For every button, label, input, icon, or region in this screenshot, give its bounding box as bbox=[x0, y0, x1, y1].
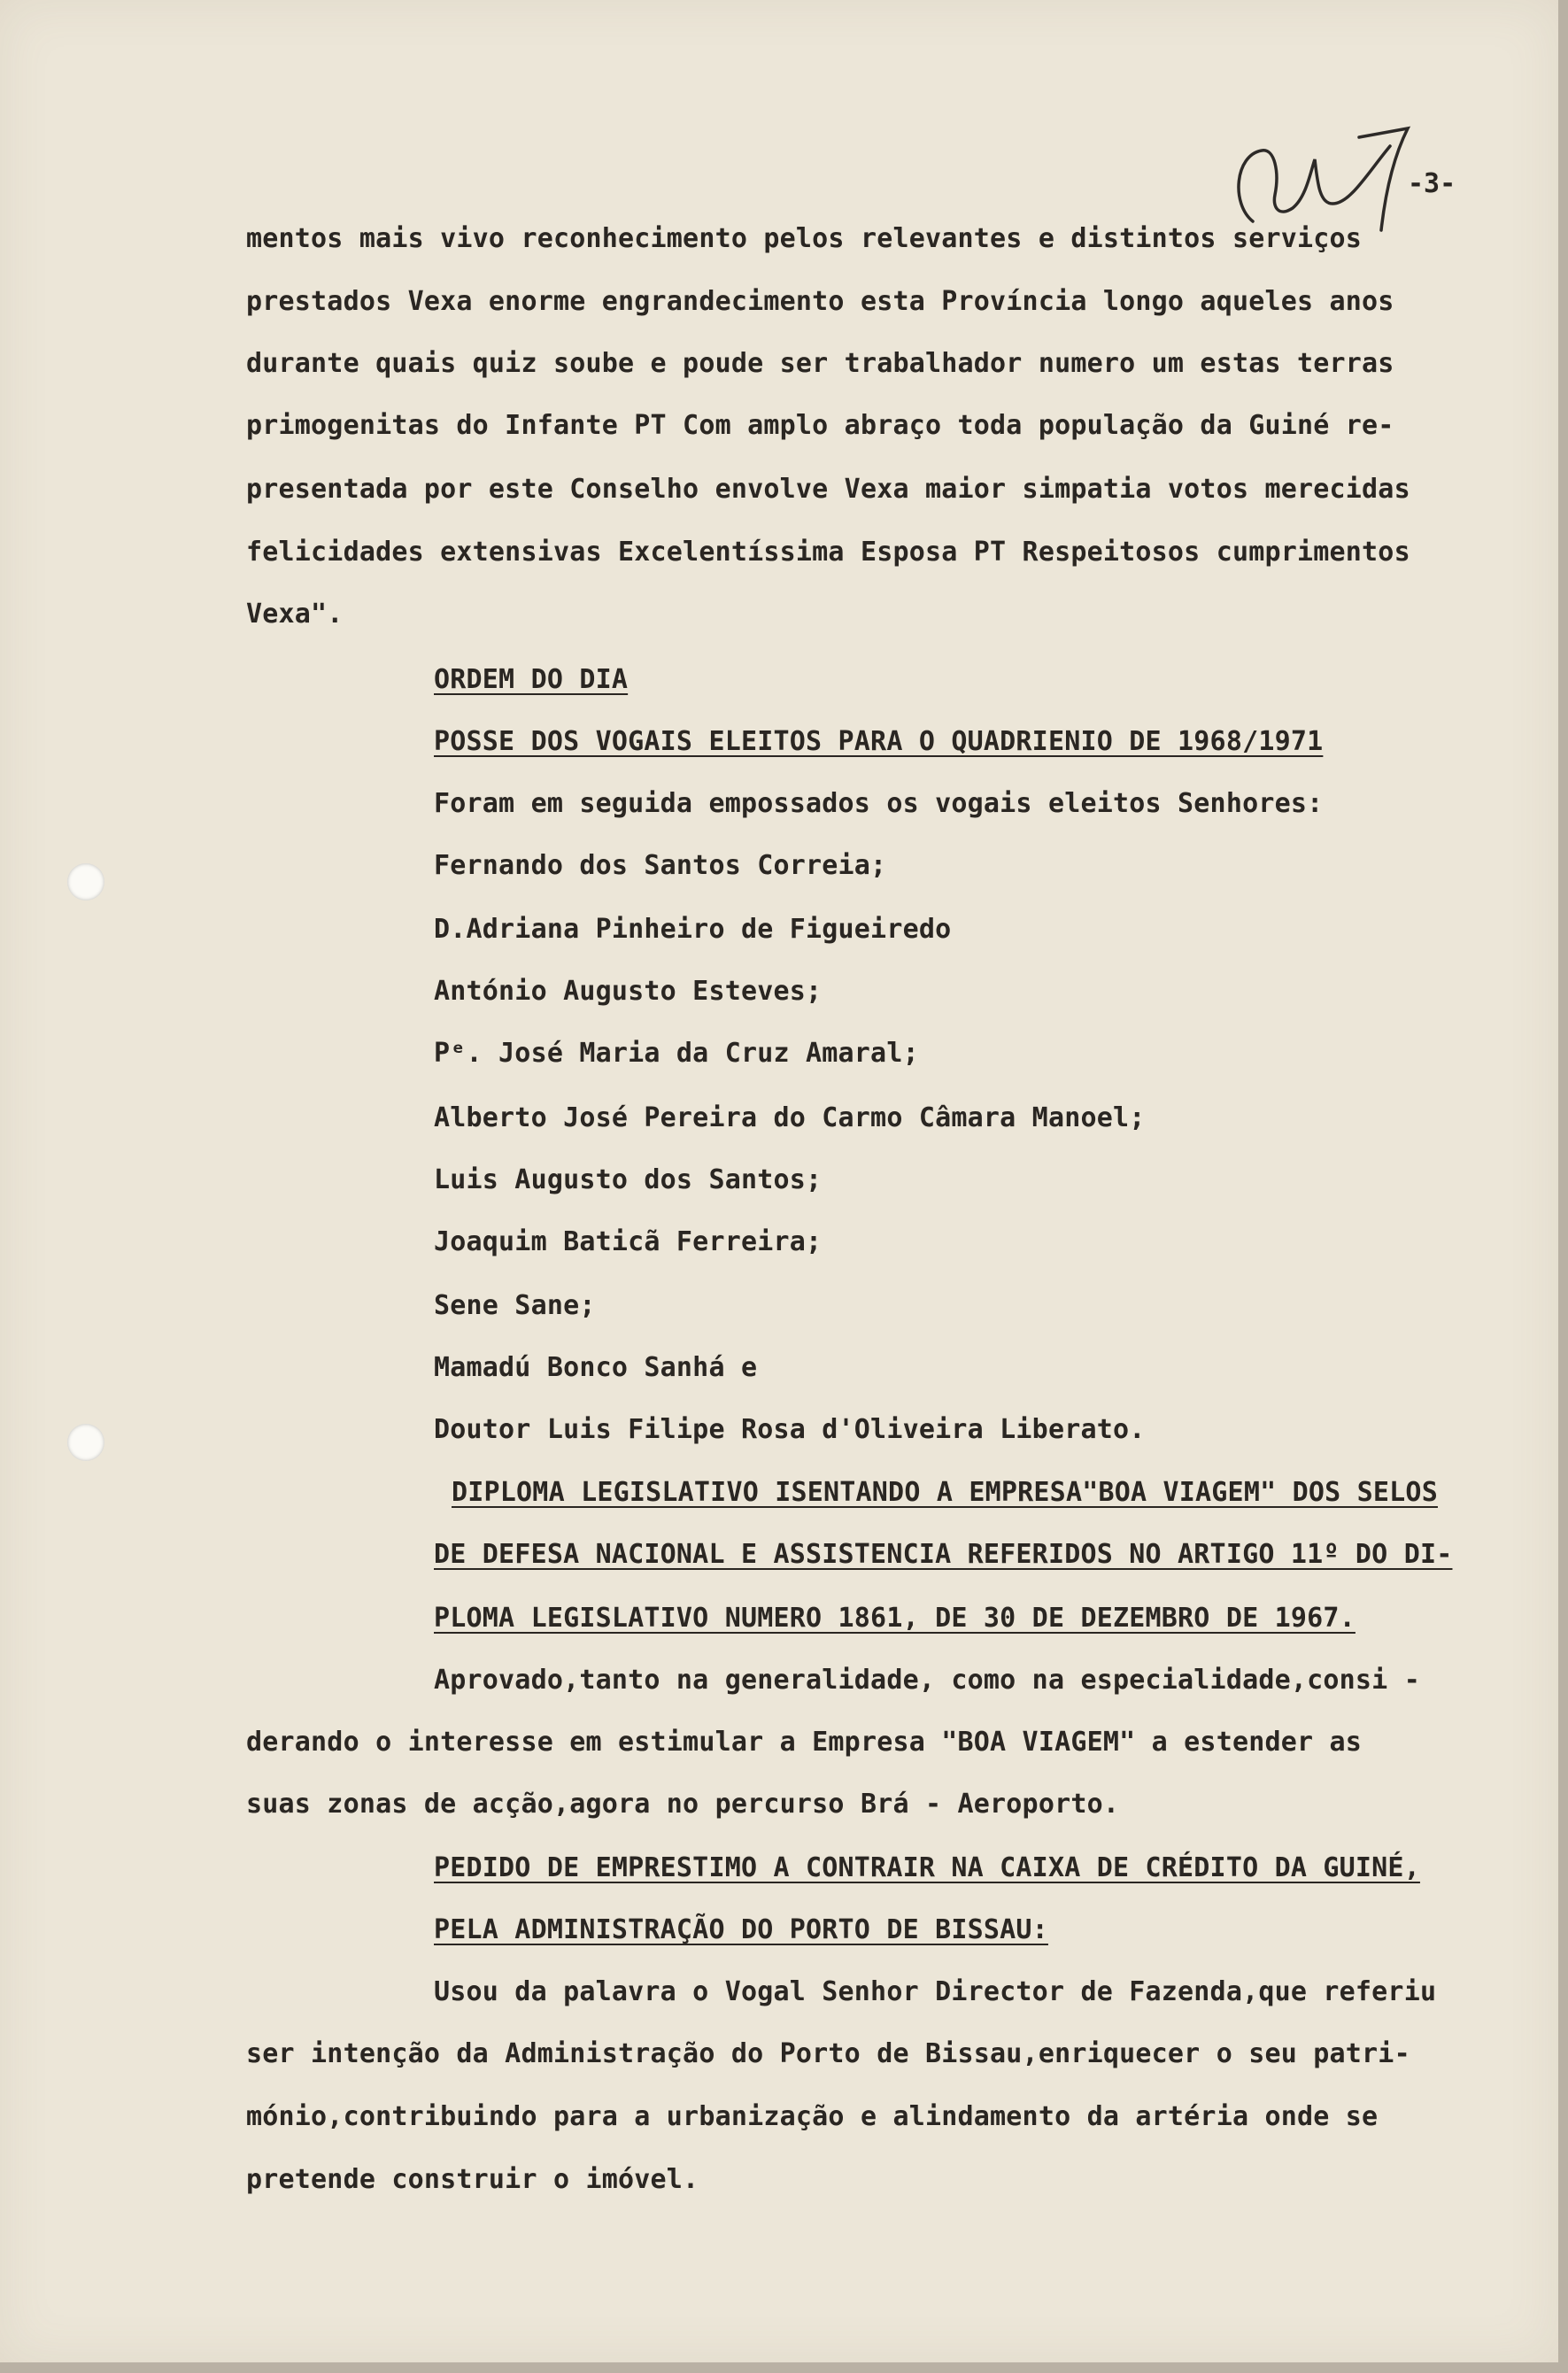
list-item: Fernando dos Santos Correia; bbox=[434, 850, 887, 881]
list-item: D.Adriana Pinheiro de Figueiredo bbox=[434, 914, 952, 945]
text-line: ser intenção da Administração do Porto de Bissau,enriquecer o seu patri- bbox=[246, 2038, 1410, 2069]
text-line: Usou da palavra o Vogal Senhor Director de Fazenda,que referiu bbox=[434, 1976, 1437, 2007]
section-heading: DIPLOMA LEGISLATIVO ISENTANDO A EMPRESA"BOA VIAGEM" DOS SELOS bbox=[452, 1477, 1438, 1508]
text-line: pretende construir o imóvel. bbox=[246, 2164, 699, 2195]
section-heading: DE DEFESA NACIONAL E ASSISTENCIA REFERIDOS NO ARTIGO 11º DO DI- bbox=[434, 1539, 1453, 1570]
page-number: -3- bbox=[1408, 168, 1456, 199]
text-line: primogenitas do Infante PT Com amplo abraço toda população da Guiné re- bbox=[246, 410, 1394, 441]
list-item: Doutor Luis Filipe Rosa d'Oliveira Liberato. bbox=[434, 1414, 1146, 1445]
section-heading: PEDIDO DE EMPRESTIMO A CONTRAIR NA CAIXA DE CRÉDITO DA GUINÉ, bbox=[434, 1852, 1420, 1883]
section-heading: PLOMA LEGISLATIVO NUMERO 1861, DE 30 DE DEZEMBRO DE 1967. bbox=[434, 1603, 1356, 1634]
list-item: Pᵉ. José Maria da Cruz Amaral; bbox=[434, 1038, 919, 1069]
text-line: presentada por este Conselho envolve Vexa maior simpatia votos merecidas bbox=[246, 474, 1410, 505]
section-heading: PELA ADMINISTRAÇÃO DO PORTO DE BISSAU: bbox=[434, 1914, 1048, 1945]
section-heading: ORDEM DO DIA bbox=[434, 664, 629, 695]
text-line: durante quais quiz soube e poude ser trabalhador numero um estas terras bbox=[246, 348, 1394, 379]
text-line: mentos mais vivo reconhecimento pelos relevantes e distintos serviços bbox=[246, 223, 1363, 254]
text-line: Aprovado,tanto na generalidade, como na especialidade,consi - bbox=[434, 1665, 1420, 1696]
text-line: mónio,contribuindo para a urbanização e alindamento da artéria onde se bbox=[246, 2101, 1379, 2132]
punch-hole-bottom bbox=[67, 1424, 104, 1461]
text-line: prestados Vexa enorme engrandecimento esta Província longo aqueles anos bbox=[246, 286, 1394, 317]
text-line: suas zonas de acção,agora no percurso Brá - Aeroporto. bbox=[246, 1789, 1120, 1820]
text-line: derando o interesse em estimular a Empresa "BOA VIAGEM" a estender as bbox=[246, 1727, 1363, 1758]
list-item: Alberto José Pereira do Carmo Câmara Manoel; bbox=[434, 1102, 1146, 1133]
list-item: Mamadú Bonco Sanhá e bbox=[434, 1352, 758, 1383]
punch-hole-top bbox=[67, 863, 104, 901]
text-line: felicidades extensivas Excelentíssima Esposa PT Respeitosos cumprimentos bbox=[246, 537, 1410, 568]
section-heading: POSSE DOS VOGAIS ELEITOS PARA O QUADRIENIO DE 1968/1971 bbox=[434, 726, 1324, 757]
text-line: Vexa". bbox=[246, 599, 344, 630]
text-line: Foram em seguida empossados os vogais eleitos Senhores: bbox=[434, 788, 1324, 819]
list-item: Sene Sane; bbox=[434, 1290, 596, 1321]
list-item: Joaquim Baticã Ferreira; bbox=[434, 1226, 823, 1257]
list-item: Luis Augusto dos Santos; bbox=[434, 1164, 823, 1195]
list-item: António Augusto Esteves; bbox=[434, 976, 823, 1007]
